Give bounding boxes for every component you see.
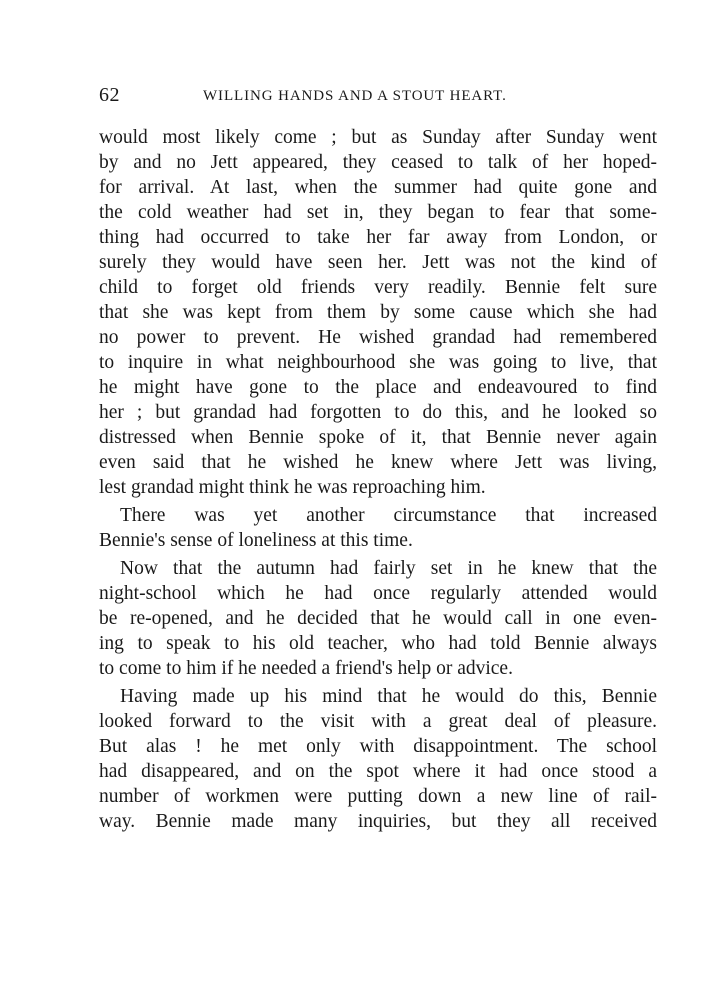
text-line: to come to him if he needed a friend's help or advice.: [99, 658, 513, 679]
text-line: There was yet another circumstance that increased: [120, 505, 657, 526]
text-line: Bennie's sense of loneliness at this time.: [99, 530, 413, 551]
body-text: [99, 125, 657, 834]
text-line: child to forget old friends very readily. Bennie felt sure: [99, 277, 657, 298]
page-number: 62: [99, 84, 120, 106]
text-line: surely they would have seen her. Jett was not the kind of: [99, 252, 657, 273]
text-line: would most likely come ; but as Sunday after Sunday went: [99, 127, 657, 148]
page-header: [99, 84, 659, 108]
text-line: had disappeared, and on the spot where it had once stood a: [99, 761, 657, 782]
text-line: lest grandad might think he was reproaching him.: [99, 477, 486, 498]
text-line: night-school which he had once regularly attended would: [99, 583, 657, 604]
text-line: distressed when Bennie spoke of it, that Bennie never again: [99, 427, 657, 448]
text-line: he might have gone to the place and endeavoured to find: [99, 377, 657, 398]
text-line: no power to prevent. He wished grandad had remembered: [99, 327, 657, 348]
text-line: ing to speak to his old teacher, who had told Bennie always: [99, 633, 657, 654]
text-line: by and no Jett appeared, they ceased to talk of her hoped-: [99, 152, 657, 173]
text-line: thing had occurred to take her far away from London, or: [99, 227, 657, 248]
paragraph: [99, 684, 657, 834]
text-line: number of workmen were putting down a new line of rail-: [99, 786, 657, 807]
text-line: for arrival. At last, when the summer had quite gone and: [99, 177, 657, 198]
text-line: Now that the autumn had fairly set in he knew that the: [120, 558, 657, 579]
running-title: WILLING HANDS AND A STOUT HEART.: [203, 88, 507, 104]
text-line: her ; but grandad had forgotten to do this, and he looked so: [99, 402, 657, 423]
paragraph: [99, 503, 657, 553]
text-line: looked forward to the visit with a great deal of pleasure.: [99, 711, 657, 732]
text-line: to inquire in what neighbourhood she was going to live, that: [99, 352, 657, 373]
text-line: way. Bennie made many inquiries, but they all received: [99, 811, 657, 832]
text-line: the cold weather had set in, they began to fear that some-: [99, 202, 657, 223]
text-line: even said that he wished he knew where Jett was living,: [99, 452, 657, 473]
text-line: Having made up his mind that he would do this, Bennie: [120, 686, 657, 707]
text-line: But alas ! he met only with disappointment. The school: [99, 736, 657, 757]
text-line: that she was kept from them by some cause which she had: [99, 302, 657, 323]
paragraph: [99, 125, 657, 500]
text-line: be re-opened, and he decided that he would call in one even-: [99, 608, 657, 629]
paragraph: [99, 556, 657, 681]
